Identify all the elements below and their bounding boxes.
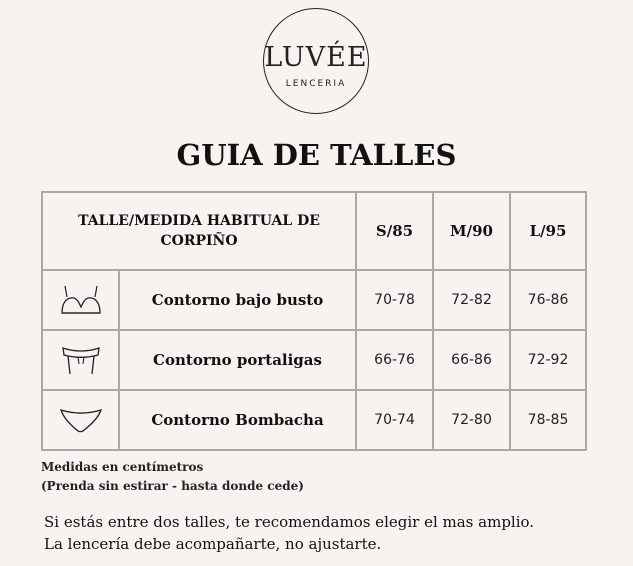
table-header-row [42,192,586,270]
value-panty-l: 78-85 [510,390,586,450]
value-bust-s: 70-78 [356,270,433,330]
size-guide-table [41,191,587,451]
page-title: GUIA DE TALLES [176,138,457,172]
row-label-bust: Contorno bajo busto [119,270,356,330]
value-garter-l: 72-92 [510,330,586,390]
panty-icon [42,390,119,450]
note-units: Medidas en centímetros [41,460,204,474]
header-size-s: S/85 [356,192,433,270]
garter-belt-icon [42,330,119,390]
row-label-garter: Contorno portaligas [119,330,356,390]
header-measure-label: TALLE/MEDIDA HABITUAL DE CORPIÑO [42,192,356,270]
value-panty-m: 72-80 [433,390,510,450]
table-row [42,270,586,330]
measurement-notes [41,458,304,496]
brand-subtitle: LENCERIA [285,79,347,89]
value-bust-l: 76-86 [510,270,586,330]
brand-logo [263,8,369,114]
brand-name: LUVÉE [264,42,368,73]
row-label-panty: Contorno Bombacha [119,390,356,450]
value-panty-s: 70-74 [356,390,433,450]
header-size-m: M/90 [433,192,510,270]
header-size-l: L/95 [510,192,586,270]
bra-icon [42,270,119,330]
table-row [42,390,586,450]
size-advice [44,511,534,555]
value-bust-m: 72-82 [433,270,510,330]
note-unstretched: (Prenda sin estirar - hasta donde cede) [41,479,304,493]
value-garter-m: 66-86 [433,330,510,390]
table-row [42,330,586,390]
advice-line-2: La lencería debe acompañarte, no ajustarte. [44,535,382,553]
advice-line-1: Si estás entre dos talles, te recomendamos elegir el mas amplio. [44,513,535,531]
value-garter-s: 66-76 [356,330,433,390]
